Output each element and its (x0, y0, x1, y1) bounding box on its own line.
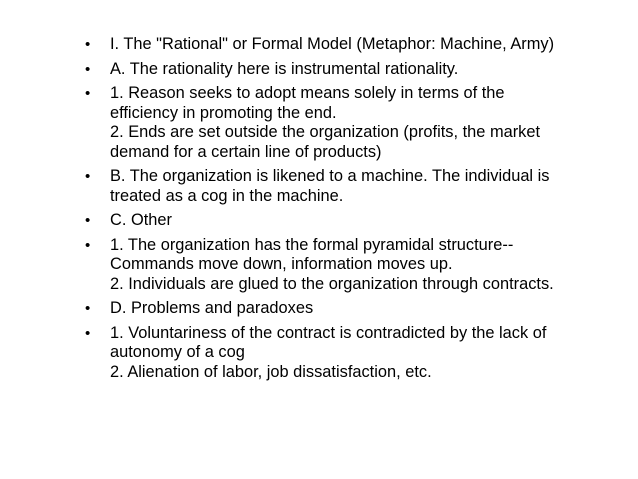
bullet-list (84, 35, 624, 387)
bullet-text: demand for a certain line of products) (110, 142, 382, 161)
bullet-text: B. The organization is likened to a machine. The individual is (110, 167, 550, 185)
bullet-text: efficiency in promoting the end. (110, 103, 337, 122)
bullet-text: I. The "Rational" or Formal Model (Metaphor: Machine, Army) (110, 35, 555, 53)
bullet-icon: • (85, 36, 91, 53)
bullet-item (84, 167, 624, 206)
bullet-icon: • (85, 324, 91, 342)
bullet-icon: • (85, 60, 91, 78)
bullet-text: 2. Individuals are glued to the organization through contracts. (110, 274, 554, 293)
bullet-icon: • (85, 212, 91, 229)
bullet-text: C. Other (110, 211, 172, 229)
bullet-text: 2. Ends are set outside the organization (profits, the market (110, 123, 541, 141)
bullet-icon: • (85, 85, 91, 102)
bullet-text: D. Problems and paradoxes (110, 299, 314, 317)
bullet-item (84, 211, 624, 231)
bullet-item (84, 236, 624, 295)
bullet-text: 1. Reason seeks to adopt means solely in terms of the (110, 84, 505, 102)
bullet-text: treated as a cog in the machine. (110, 186, 344, 205)
bullet-icon: • (85, 168, 91, 185)
bullet-text: autonomy of a cog (110, 343, 245, 361)
bullet-text: 1. The organization has the formal pyramidal structure-- (110, 235, 514, 254)
bullet-item (84, 35, 624, 55)
bullet-item (84, 324, 624, 383)
bullet-item (84, 299, 624, 319)
bullet-icon: • (85, 236, 91, 254)
bullet-text: 2. Alienation of labor, job dissatisfaction, etc. (110, 362, 432, 381)
bullet-item (84, 84, 624, 162)
bullet-text: Commands move down, information moves up. (110, 255, 453, 273)
bullet-item (84, 60, 624, 80)
bullet-text: 1. Voluntariness of the contract is contradicted by the lack of (110, 323, 547, 342)
bullet-icon: • (85, 300, 91, 317)
bullet-text: A. The rationality here is instrumental rationality. (110, 59, 459, 78)
